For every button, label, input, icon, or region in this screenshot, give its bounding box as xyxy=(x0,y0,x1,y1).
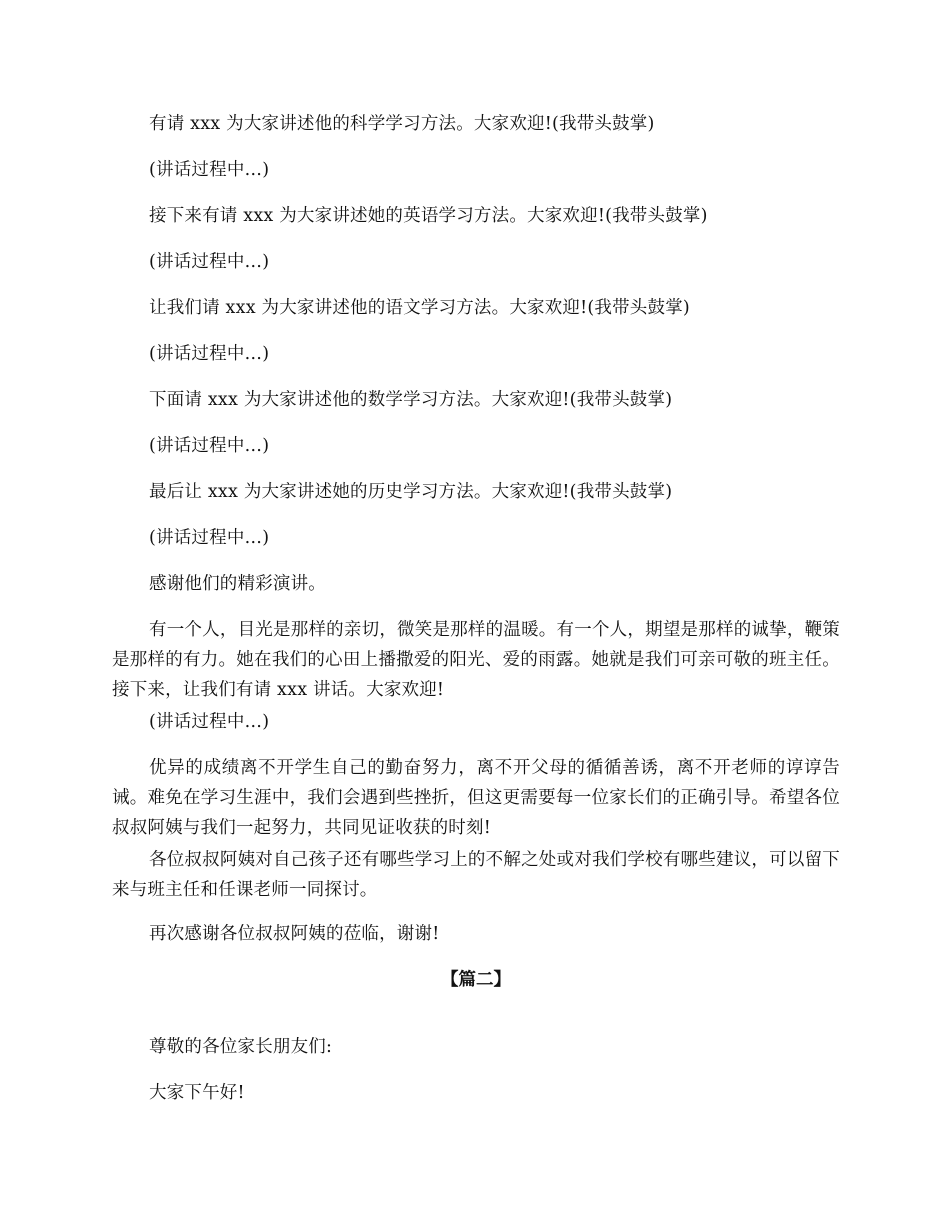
paragraph-11: 感谢他们的精彩演讲。 xyxy=(149,574,326,594)
paragraph-12: 有一个人，目光是那样的亲切，微笑是那样的温暖。有一个人，期望是那样的诚挚，鞭策是那样的有力。她在我们的心田上播撒爱的阳光、爱的雨露。她就是我们可亲可敬的班主任。接下来，让我们有请 xxx 讲话。大家欢迎! xyxy=(112,620,840,700)
section2-paragraph-1: 尊敬的各位家长朋友们: xyxy=(149,1037,333,1057)
paragraph-13: (讲话过程中…) xyxy=(149,712,270,732)
paragraph-6: (讲话过程中…) xyxy=(149,344,270,364)
paragraph-7: 下面请 xxx 为大家讲述他的数学学习方法。大家欢迎!(我带头鼓掌) xyxy=(149,390,673,410)
paragraph-9: 最后让 xxx 为大家讲述她的历史学习方法。大家欢迎!(我带头鼓掌) xyxy=(149,482,673,502)
paragraph-1: 有请 xxx 为大家讲述他的科学学习方法。大家欢迎!(我带头鼓掌) xyxy=(149,114,655,134)
paragraph-10: (讲话过程中…) xyxy=(149,528,270,548)
paragraph-4: (讲话过程中…) xyxy=(149,252,270,272)
paragraph-5: 让我们请 xxx 为大家讲述他的语文学习方法。大家欢迎!(我带头鼓掌) xyxy=(149,298,690,318)
section-heading: 【篇二】 xyxy=(441,970,511,990)
paragraph-15: 各位叔叔阿姨对自己孩子还有哪些学习上的不解之处或对我们学校有哪些建议，可以留下来与班主任和任课老师一同探讨。 xyxy=(112,850,840,900)
paragraph-2: (讲话过程中…) xyxy=(149,160,270,180)
paragraph-3: 接下来有请 xxx 为大家讲述她的英语学习方法。大家欢迎!(我带头鼓掌) xyxy=(149,206,708,226)
section2-paragraph-2: 大家下午好! xyxy=(149,1083,245,1103)
paragraph-8: (讲话过程中…) xyxy=(149,436,270,456)
paragraph-14: 优异的成绩离不开学生自己的勤奋努力，离不开父母的循循善诱，离不开老师的谆谆告诫。难免在学习生涯中，我们会遇到些挫折，但这更需要每一位家长们的正确引导。希望各位叔叔阿姨与我们一起努力，共同见证收获的时刻! xyxy=(112,758,840,838)
paragraph-16: 再次感谢各位叔叔阿姨的莅临，谢谢! xyxy=(149,924,440,944)
